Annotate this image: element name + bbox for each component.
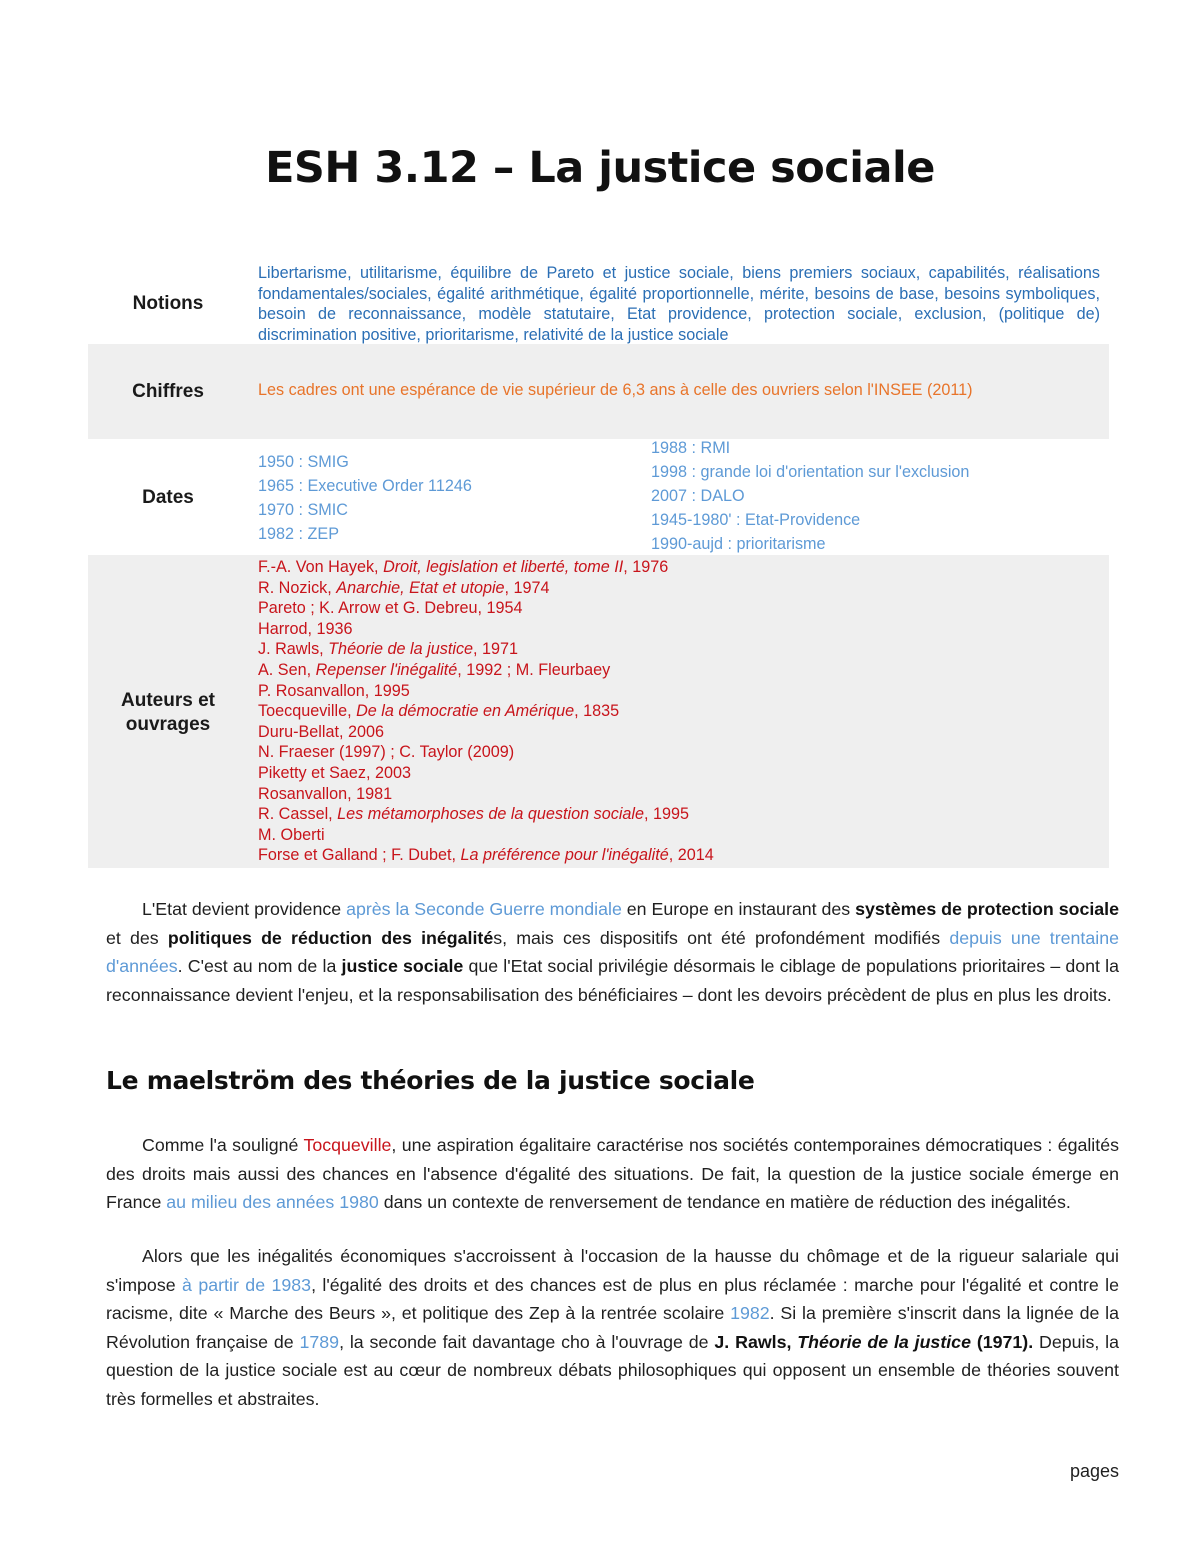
auteurs-label [88,689,248,737]
auteurs-list [258,557,714,866]
author-item: F.-A. Von Hayek, Droit, legislation et liberté, tome II, 1976 [258,558,669,576]
date-item: 1945-1980' : Etat-Providence [651,511,861,529]
author-item: Harrod, 1936 [258,619,353,638]
author-item: R. Nozick, Anarchie, Etat et utopie, 1974 [258,578,550,597]
date-reference: 1982 [730,1303,770,1324]
date-item: 1990-aujd : prioritarisme [651,535,826,553]
page-title: ESH 3.12 – La justice sociale [265,143,935,193]
author-item: N. Fraeser (1997) ; C. Taylor (2009) [258,743,515,762]
author-item: P. Rosanvallon, 1995 [258,681,410,700]
date-item: 1982 : ZEP [258,525,339,543]
date-item: 1950 : SMIG [258,453,349,471]
date-item: 1998 : grande loi d'orientation sur l'exclusion [651,463,970,481]
date-reference: à partir de 1983 [182,1274,312,1295]
page-footer-label: pages [1069,1461,1119,1481]
auteurs-label-line: Auteurs et [121,690,215,711]
date-reference: depuis une trentaine d'années [106,927,1119,977]
body-paragraph: Comme l'a souligné Tocqueville, une aspiration égalitaire caractérise nos sociétés contemporaines démocratiques : égalités des droits mais aussi des chances en l'absence d'égalité des situations. De fait, la question de la justice sociale émerge en France au milieu des années 1980 dans un contexte de renversement de tendance en matière de réduction des inégalités. [106,1135,1119,1213]
author-item: Pareto ; K. Arrow et G. Debreu, 1954 [258,599,523,618]
date-item: 1970 : SMIC [258,501,348,519]
date-item: 1988 : RMI [651,439,731,457]
body-paragraph: Alors que les inégalités économiques s'accroissent à l'occasion de la hausse du chômage et de la rigueur salariale qui s'impose à partir de 1983, l'égalité des droits et des chances est de plus en plus réclamée : marche pour l'égalité et contre le racisme, dite « Marche des Beurs », et politique des Zep à la rentrée scolaire 1982. Si la première s'inscrit dans la lignée de la Révolution française de 1789, la seconde fait davantage cho à l'ouvrage de J. Rawls, Théorie de la justice (1971). Depuis, la question de la justice sociale est au cœur de nombreux débats philosophiques qui opposent un ensemble de théories souvent très formelles et abstraites. [106,1246,1120,1409]
author-item: Rosanvallon, 1981 [258,784,393,803]
date-reference: 1789 [299,1331,340,1352]
author-item: M. Oberti [258,825,325,844]
chiffres-text: Les cadres ont une espérance de vie supérieur de 6,3 ans à celle des ouvriers selon l'INSEE (2011) [258,381,973,399]
author-item: A. Sen, Repenser l'inégalité, 1992 ; M. Fleurbaey [258,660,611,679]
author-item: Duru-Bellat, 2006 [258,722,384,741]
intro-paragraph: L'Etat devient providence après la Seconde Guerre mondiale en Europe en instaurant des systèmes de protection sociale et des politiques de réduction des inégalités, mais ces dispositifs ont été profondément modifiés depuis une trentaine d'années. C'est au nom de la justice sociale que l'Etat social privilégie désormais le ciblage de populations prioritaires – dont la reconnaissance devient l'enjeu, et la responsabilisation des bénéficiaires – dont les devoirs précèdent de plus en plus les droits. [106,899,1120,1005]
dates-left-list [258,450,472,546]
author-item: Toecqueville, De la démocratie en Amérique, 1835 [258,702,620,721]
table-row-dates [88,439,1109,555]
author-item: J. Rawls, Théorie de la justice, 1971 [258,640,519,659]
author-reference: Tocqueville [303,1135,392,1155]
notions-label: Notions [132,293,204,314]
section-heading: Le maelström des théories de la justice sociale [106,1066,755,1095]
dates-right-list [651,436,969,556]
table-row-chiffres [88,344,1109,439]
table-row-notions [88,258,1109,344]
auteurs-label-line: ouvrages [125,714,211,735]
dates-label: Dates [142,487,194,508]
date-reference: après la Seconde Guerre mondiale [346,899,622,919]
table-row-auteurs [88,555,1109,868]
date-item: 2007 : DALO [651,487,745,505]
date-reference: au milieu des années 1980 [166,1192,379,1213]
author-item: Piketty et Saez, 2003 [258,763,411,782]
author-reference: J. Rawls, Théorie de la justice (1971). [714,1331,1034,1352]
author-item: Forse et Galland ; F. Dubet, La préférence pour l'inégalité, 2014 [258,846,714,865]
notions-text: Libertarisme, utilitarisme, équilibre de Pareto et justice sociale, biens premiers sociaux, capabilités, réalisations fondamentales/sociales, égalité arithmétique, égalité proportionnelle, mérite, besoins de base, besoins symboliques, besoin de reconnaissance, modèle statutaire, Etat providence, protection sociale, exclusion, (politique de) discrimination positive, prioritarisme, relativité de la justice sociale [258,264,1100,345]
date-item: 1965 : Executive Order 11246 [258,477,472,495]
author-item: R. Cassel, Les métamorphoses de la question sociale, 1995 [258,805,690,824]
chiffres-label: Chiffres [132,381,204,402]
